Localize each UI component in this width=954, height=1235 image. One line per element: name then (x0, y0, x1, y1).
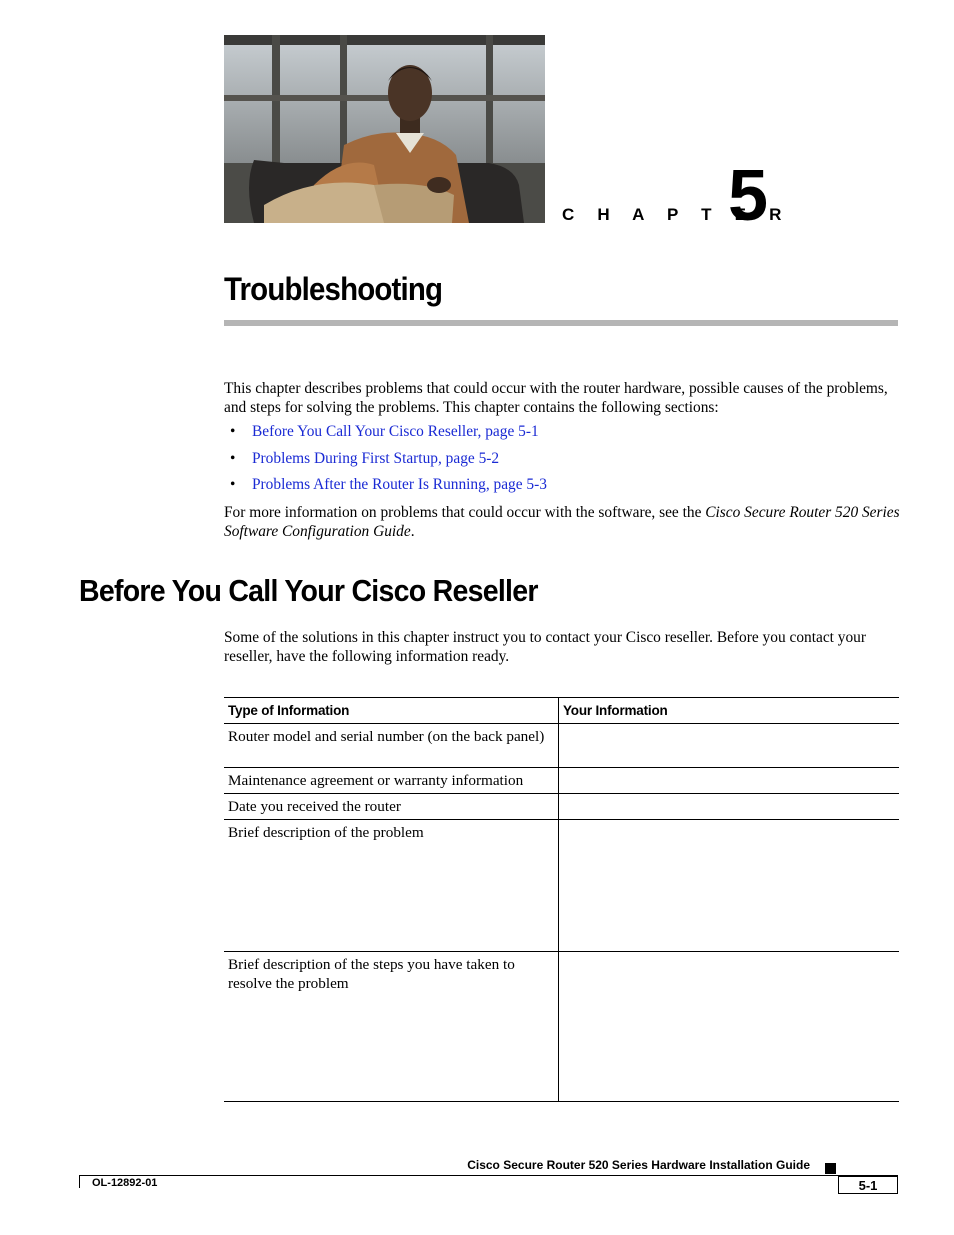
table-cell-type: Router model and serial number (on the back panel) (224, 724, 559, 768)
bullet-icon: • (230, 449, 236, 467)
list-item (224, 423, 547, 450)
table-row (224, 724, 899, 768)
page-title: Troubleshooting (224, 271, 443, 307)
table-cell-your-info (559, 768, 900, 794)
more-info-paragraph (224, 503, 900, 541)
footer-page-number: 5-1 (838, 1176, 898, 1194)
table-cell-type: Brief description of the steps you have taken to resolve the problem (224, 952, 559, 1102)
chapter-label: C H A P T E R (562, 205, 791, 224)
list-item (224, 450, 547, 477)
section-list (224, 423, 547, 503)
table-cell-type: Brief description of the problem (224, 820, 559, 952)
table-row (224, 794, 899, 820)
footer-marker (825, 1163, 836, 1174)
column-header-type: Type of Information (224, 698, 559, 724)
footer-doc-number: OL-12892-01 (92, 1177, 158, 1189)
software-guide-title: Cisco Secure Router 520 Series Software Configuration Guide (224, 504, 900, 540)
table-cell-your-info (559, 820, 900, 952)
table-cell-your-info (559, 794, 900, 820)
list-item (224, 476, 547, 503)
table-cell-type: Maintenance agreement or warranty information (224, 768, 559, 794)
footer-tick (79, 1175, 80, 1188)
chapter-number: 5 (728, 156, 769, 236)
more-info-suffix: . (410, 523, 415, 540)
bullet-icon: • (230, 423, 236, 440)
table-row (224, 820, 899, 952)
table-cell-type: Date you received the router (224, 794, 559, 820)
table-cell-your-info (559, 952, 900, 1102)
information-table (224, 697, 899, 1102)
table-header-row (224, 698, 899, 724)
footer-guide-title: Cisco Secure Router 520 Series Hardware Installation Guide (467, 1158, 810, 1172)
section-heading: Before You Call Your Cisco Reseller (79, 573, 538, 608)
section-paragraph: Some of the solutions in this chapter instruct you to contact your Cisco reseller. Before you contact your reseller, have the following information ready. (224, 629, 866, 665)
chapter-photo (224, 35, 545, 223)
section-link-before-you-call[interactable]: Before You Call Your Cisco Reseller, page 5-1 (252, 423, 539, 440)
table-row (224, 768, 899, 794)
footer-rule (79, 1175, 898, 1176)
title-rule (224, 320, 898, 326)
table-cell-your-info (559, 724, 900, 768)
intro-paragraph: This chapter describes problems that could occur with the router hardware, possible causes of the problems, and steps for solving the problems. This chapter contains the following sections: (224, 380, 888, 416)
column-header-your-info: Your Information (559, 698, 900, 724)
more-info-text: For more information on problems that could occur with the software, see the (224, 504, 706, 521)
section-link-after-running[interactable]: Problems After the Router Is Running, page 5-3 (252, 476, 547, 493)
table-row (224, 952, 899, 1102)
section-link-first-startup[interactable]: Problems During First Startup, page 5-2 (252, 449, 500, 467)
bullet-icon: • (230, 476, 236, 493)
